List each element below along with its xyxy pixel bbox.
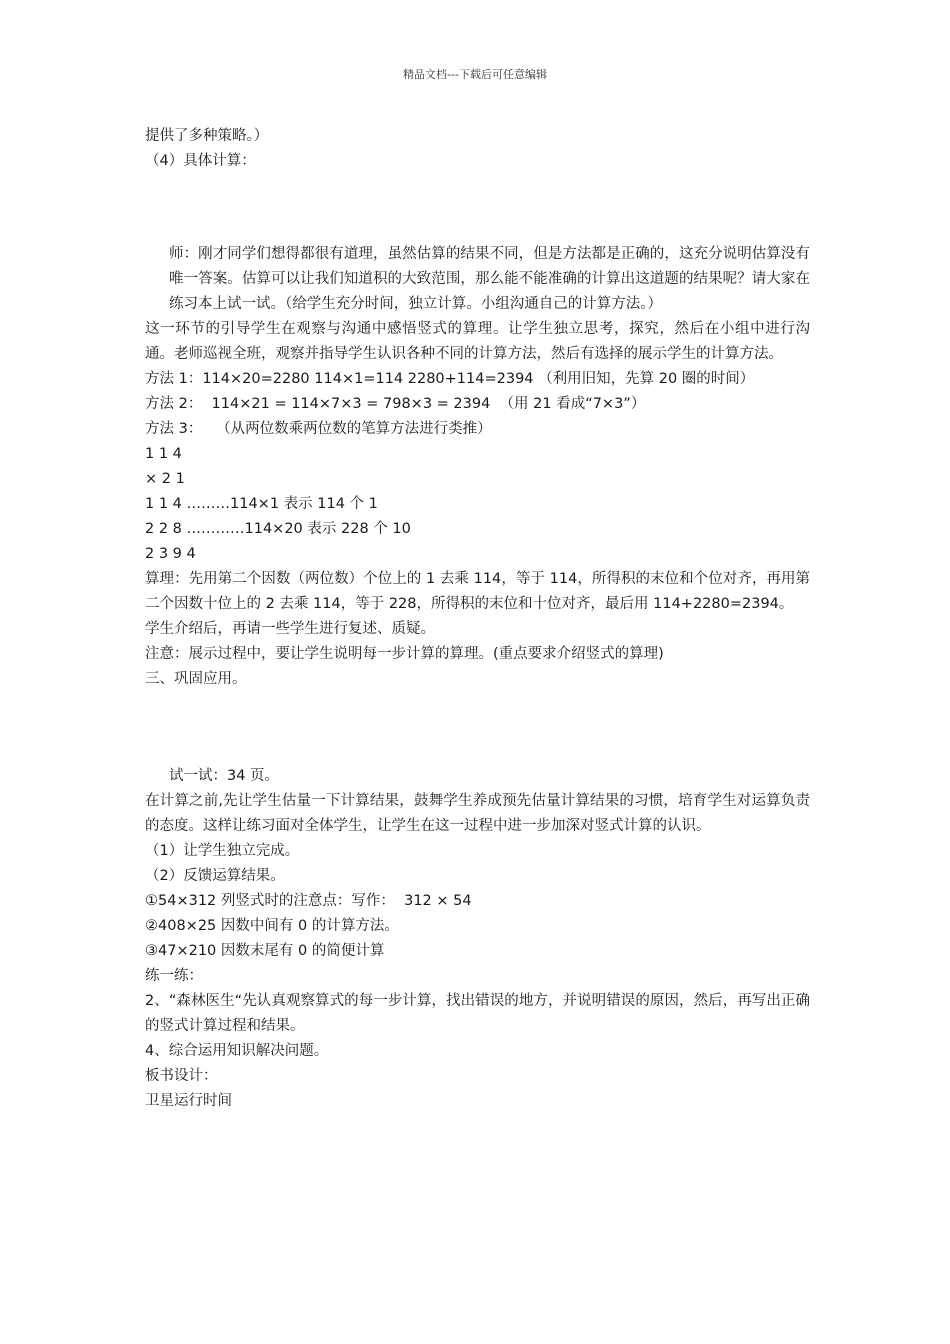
list-item: （2）反馈运算结果。 xyxy=(145,868,285,884)
section-heading: 板书设计： xyxy=(145,1068,218,1084)
method-line: 方法 3： （从两位数乘两位数的笔算方法进行类推） xyxy=(145,421,492,437)
list-item: ①54×312 列竖式时的注意点：写作： 312 × 54 xyxy=(145,893,472,909)
paragraph: 提供了多种策略。） xyxy=(145,128,269,144)
page-header: 精品文档---下载后可任意编辑 xyxy=(403,68,547,81)
section-heading: （4）具体计算： xyxy=(145,153,256,169)
paragraph: 2、“森林医生“先认真观察算式的每一步计算，找出错误的地方，并说明错误的原因，然后，再写出正确的竖式计算过程和结果。 xyxy=(145,993,810,1034)
vertical-calc-line: 1 1 4 ………114×1 表示 114 个 1 xyxy=(145,496,378,512)
method-line: 方法 1：114×20=2280 114×1=114 2280+114=2394 （利用旧知，先算 20 圈的时间） xyxy=(145,371,755,387)
blank-space xyxy=(145,174,810,242)
list-item: （1）让学生独立完成。 xyxy=(145,843,300,859)
blank-space xyxy=(145,692,810,764)
paragraph: 试一试：34 页。 xyxy=(169,768,280,784)
paragraph: 卫星运行时间 xyxy=(145,1093,232,1109)
vertical-calc-line: 2 3 9 4 xyxy=(145,546,196,562)
section-heading: 练一练： xyxy=(145,968,203,984)
paragraph: 师：刚才同学们想得都很有道理，虽然估算的结果不同，但是方法都是正确的，这充分说明估算没有唯一答案。估算可以让我们知道积的大致范围，那么能不能准确的计算出这道题的结果呢？请大家在练习本上试一试。（给学生充分时间，独立计算。小组沟通自己的计算方法。） xyxy=(169,246,810,312)
paragraph: 在计算之前,先让学生估量一下计算结果，鼓舞学生养成预先估量计算结果的习惯，培育学生对运算负责的态度。这样让练习面对全体学生，让学生在这一过程中进一步加深对竖式计算的认识。 xyxy=(145,793,810,834)
paragraph: 算理：先用第二个因数（两位数）个位上的 1 去乘 114，等于 114，所得积的末位和个位对齐，再用第二个因数十位上的 2 去乘 114，等于 228，所得积的末位和十位对齐，最后用 114+2280=2394。 xyxy=(145,571,810,612)
paragraph: 注意：展示过程中，要让学生说明每一步计算的算理。(重点要求介绍竖式的算理) xyxy=(145,646,664,662)
paragraph: 这一环节的引导学生在观察与沟通中感悟竖式的算理。让学生独立思考，探究，然后在小组中进行沟通。老师巡视全班，观察并指导学生认识各种不同的计算方法，然后有选择的展示学生的计算方法。 xyxy=(145,321,810,362)
list-item: ③47×210 因数末尾有 0 的简便计算 xyxy=(145,943,385,959)
vertical-calc-line: 1 1 4 xyxy=(145,446,182,462)
paragraph: 学生介绍后，再请一些学生进行复述、质疑。 xyxy=(145,621,435,637)
vertical-calc-line: × 2 1 xyxy=(145,471,185,487)
vertical-calc-line: 2 2 8 …………114×20 表示 228 个 10 xyxy=(145,521,411,537)
section-heading: 三、巩固应用。 xyxy=(145,671,247,687)
document-body xyxy=(145,124,810,1114)
method-line: 方法 2： 114×21 = 114×7×3 = 798×3 = 2394 （用 21 看成“7×3”） xyxy=(145,396,646,412)
list-item: ②408×25 因数中间有 0 的计算方法。 xyxy=(145,918,399,934)
paragraph: 4、综合运用知识解决问题。 xyxy=(145,1043,329,1059)
